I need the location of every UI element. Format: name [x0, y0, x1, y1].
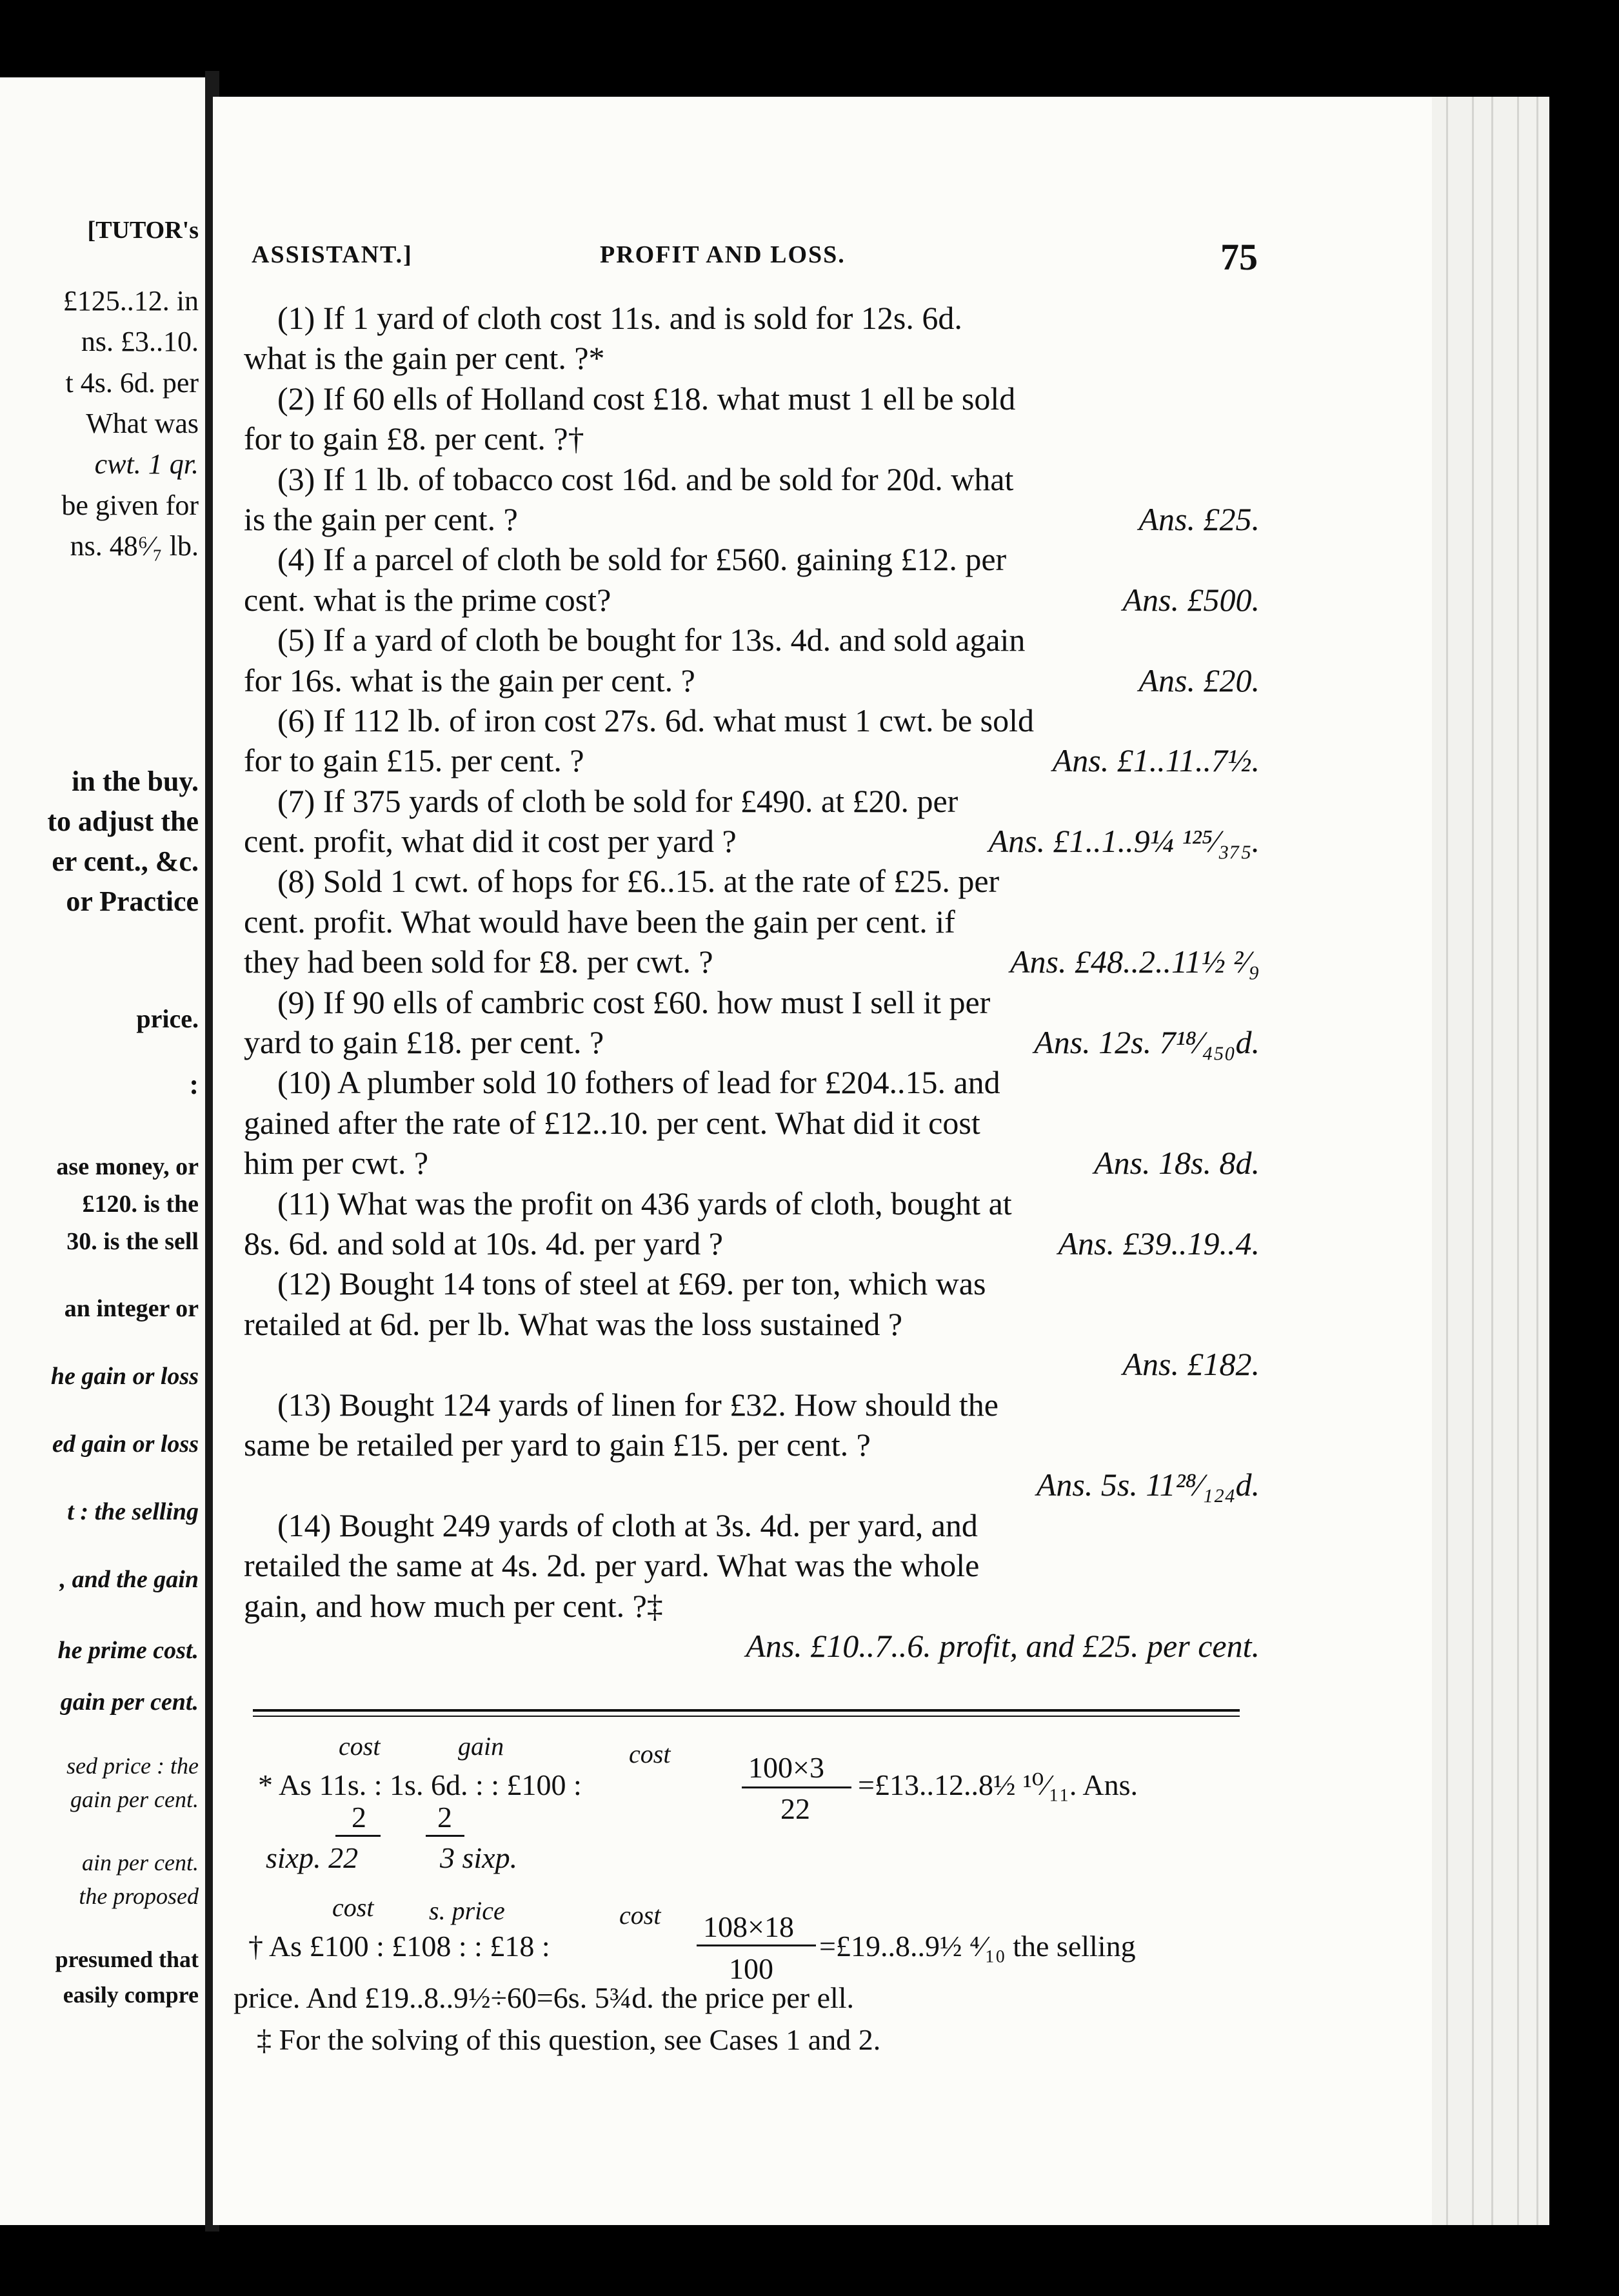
- text-line: [244, 982, 1260, 1022]
- fn1-fraction-bar: [742, 1786, 851, 1788]
- line-text: (12) Bought 14 tons of steel at £69. per ton, which was: [277, 1265, 986, 1302]
- line-text: is the gain per cent. ?: [244, 500, 518, 537]
- line-text: same be retailed per yard to gain £15. per cent. ?: [244, 1426, 871, 1463]
- line-text: what is the gain per cent. ?*: [244, 340, 605, 377]
- left-line: gain per cent.: [70, 1786, 199, 1812]
- answer: Ans. £48..2..11½ ²⁄₉: [1009, 944, 1260, 980]
- left-line: ed gain or loss: [52, 1430, 199, 1458]
- line-text: for 16s. what is the gain per cent. ?: [244, 662, 695, 698]
- left-line: ns. £3..10.: [81, 326, 199, 357]
- left-line: gain per cent.: [60, 1688, 199, 1716]
- text-line: [244, 660, 1260, 700]
- left-line: £120. is the: [82, 1191, 199, 1218]
- line-text: (1) If 1 yard of cloth cost 11s. and is sold for 12s. 6d.: [277, 300, 962, 336]
- left-line: to adjust the: [47, 806, 199, 837]
- fn1-label-cost: cost: [339, 1732, 381, 1761]
- fn1-sixp-a: sixp. 22: [266, 1841, 359, 1874]
- text-line: [244, 1626, 1260, 1666]
- left-line: :: [189, 1069, 199, 1100]
- fn1-two-a: 2: [352, 1801, 366, 1834]
- page-edges: [1419, 97, 1549, 2225]
- text-line: [244, 1505, 1260, 1545]
- fn1-result: =£13..12..8½ ¹⁰⁄₁₁. Ans.: [858, 1768, 1138, 1801]
- answer: Ans. £39..19..4.: [1058, 1225, 1260, 1262]
- left-page-fragment: [0, 77, 205, 2225]
- left-line: ase money, or: [56, 1153, 199, 1180]
- answer: Ans. £10..7..6. profit, and £25. per cent.: [746, 1627, 1260, 1664]
- answer: Ans. £1..1..9¼ ¹²⁵⁄₃₇₅.: [988, 823, 1260, 860]
- line-text: yard to gain £18. per cent. ?: [244, 1024, 604, 1061]
- text-line: [244, 1263, 1260, 1303]
- text-line: [244, 1344, 1260, 1384]
- line-text: cent. profit. What would have been the gain per cent. if: [244, 903, 955, 940]
- left-line: or Practice: [66, 886, 199, 917]
- line-text: (4) If a parcel of cloth be sold for £560. gaining £12. per: [277, 541, 1007, 578]
- line-text: retailed at 6d. per lb. What was the loss sustained ?: [244, 1305, 903, 1342]
- line-text: (2) If 60 ells of Holland cost £18. what must 1 ell be sold: [277, 380, 1016, 417]
- fn2-numerator: 108×18: [703, 1910, 794, 1943]
- left-line: he gain or loss: [50, 1363, 199, 1390]
- fn1-proportion: * As 11s. : 1s. 6d. : : £100 :: [258, 1768, 582, 1801]
- fn2-proportion: † As £100 : £108 : : £18 :: [248, 1930, 550, 1963]
- text-line: [244, 620, 1260, 660]
- header-title: PROFIT AND LOSS.: [600, 241, 846, 268]
- answer: Ans. £20.: [1138, 662, 1260, 698]
- text-line: [244, 1425, 1260, 1465]
- text-line: [244, 379, 1260, 419]
- line-text: him per cwt. ?: [244, 1145, 429, 1182]
- left-line: easily compre: [63, 1982, 199, 2008]
- left-line: er cent., &c.: [52, 846, 199, 877]
- fn2-label-price: s. price: [429, 1896, 505, 1925]
- left-line: the proposed: [79, 1883, 199, 1909]
- text-line: [244, 1545, 1260, 1585]
- left-line: he prime cost.: [57, 1637, 199, 1664]
- text-line: [244, 1062, 1260, 1102]
- fn1-two-b: 2: [437, 1801, 452, 1834]
- left-line: 30. is the sell: [66, 1228, 199, 1255]
- text-line: [244, 1223, 1260, 1263]
- line-text: for to gain £15. per cent. ?: [244, 742, 584, 779]
- left-line: £125..12. in: [63, 285, 199, 317]
- left-line: in the buy.: [72, 766, 199, 797]
- footnote-rule-thin: [253, 1716, 1240, 1717]
- fn1-bar-a: [335, 1835, 381, 1837]
- text-line: [244, 298, 1260, 338]
- line-text: retailed the same at 4s. 2d. per yard. What was the whole: [244, 1547, 980, 1584]
- text-line: [244, 1183, 1260, 1223]
- text-line: [244, 861, 1260, 901]
- line-text: (8) Sold 1 cwt. of hops for £6..15. at the rate of £25. per: [277, 863, 1000, 900]
- exercise-list: [244, 298, 1260, 1666]
- fn2-fraction-bar: [697, 1945, 816, 1946]
- fn2-label-cost2: cost: [619, 1901, 661, 1930]
- line-text: cent. what is the prime cost?: [244, 581, 611, 618]
- left-line: What was: [86, 408, 199, 439]
- fn1-denominator: 22: [780, 1792, 810, 1825]
- line-text: (9) If 90 ells of cambric cost £60. how must I sell it per: [277, 984, 991, 1020]
- left-line: presumed that: [55, 1946, 199, 1972]
- text-line: [244, 1143, 1260, 1183]
- text-line: [244, 338, 1260, 378]
- answer: Ans. £25.: [1138, 500, 1260, 537]
- line-text: (7) If 375 yards of cloth be sold for £490. at £20. per: [277, 782, 958, 819]
- text-line: [244, 942, 1260, 982]
- text-line: [244, 1304, 1260, 1344]
- left-line: an integer or: [64, 1295, 199, 1322]
- left-line: ain per cent.: [82, 1850, 199, 1875]
- text-line: [244, 821, 1260, 861]
- line-text: 8s. 6d. and sold at 10s. 4d. per yard ?: [244, 1225, 723, 1262]
- fn3-reference: ‡ For the solving of this question, see Cases 1 and 2.: [257, 2023, 881, 2056]
- running-header: [252, 235, 1258, 278]
- text-line: [244, 1385, 1260, 1425]
- left-line: cwt. 1 qr.: [94, 448, 199, 480]
- text-line: [244, 1022, 1260, 1062]
- text-line: [244, 902, 1260, 942]
- line-text: (11) What was the profit on 436 yards of cloth, bought at: [277, 1185, 1012, 1222]
- text-line: [244, 499, 1260, 539]
- text-line: [244, 580, 1260, 620]
- fn2-label-cost: cost: [332, 1893, 374, 1922]
- text-line: [244, 740, 1260, 780]
- footnote-rule: [253, 1709, 1240, 1712]
- left-line: t : the selling: [67, 1498, 199, 1525]
- fn1-bar-b: [426, 1835, 464, 1837]
- line-text: (6) If 112 lb. of iron cost 27s. 6d. what must 1 cwt. be sold: [277, 702, 1034, 738]
- fn1-label-cost2: cost: [629, 1739, 671, 1768]
- fn2-denominator: 100: [729, 1952, 773, 1985]
- answer: Ans. 5s. 11²⁸⁄₁₂₄d.: [1036, 1467, 1260, 1503]
- left-line: [TUTOR's: [87, 217, 199, 244]
- text-line: [244, 539, 1260, 579]
- fn2-line2: price. And £19..8..9½÷60=6s. 5¾d. the price per ell.: [233, 1981, 855, 2014]
- line-text: (10) A plumber sold 10 fothers of lead for £204..15. and: [277, 1064, 1000, 1101]
- text-line: [244, 700, 1260, 740]
- answer: Ans. £182.: [1122, 1346, 1260, 1383]
- text-line: [244, 1586, 1260, 1626]
- fn2-result: =£19..8..9½ ⁴⁄₁₀ the selling: [819, 1930, 1136, 1963]
- line-text: (5) If a yard of cloth be bought for 13s. 4d. and sold again: [277, 622, 1026, 658]
- left-line: , and the gain: [59, 1566, 199, 1593]
- answer: Ans. £500.: [1122, 581, 1260, 618]
- fn1-label-gain: gain: [458, 1732, 504, 1761]
- answer: Ans. £1..11..7½.: [1052, 742, 1260, 779]
- page-number: 75: [1220, 236, 1258, 278]
- line-text: cent. profit, what did it cost per yard ?: [244, 823, 737, 860]
- left-line: price.: [136, 1004, 199, 1033]
- fn1-sixp-b: 3 sixp.: [440, 1841, 518, 1874]
- left-line: ns. 48⁶⁄₇ lb.: [70, 530, 199, 562]
- answer: Ans. 12s. 7¹⁸⁄₄₅₀d.: [1034, 1024, 1260, 1061]
- header-left: ASSISTANT.]: [252, 241, 413, 268]
- text-line: [244, 419, 1260, 459]
- line-text: (3) If 1 lb. of tobacco cost 16d. and be sold for 20d. what: [277, 460, 1014, 497]
- left-line: sed price : the: [66, 1753, 199, 1779]
- left-line: t 4s. 6d. per: [65, 367, 199, 399]
- text-line: [244, 1465, 1260, 1505]
- line-text: (13) Bought 124 yards of linen for £32. How should the: [277, 1386, 998, 1423]
- text-line: [244, 781, 1260, 821]
- fn1-numerator: 100×3: [748, 1751, 824, 1784]
- line-text: gain, and how much per cent. ?‡: [244, 1587, 663, 1624]
- line-text: for to gain £8. per cent. ?†: [244, 421, 584, 457]
- text-line: [244, 459, 1260, 499]
- text-line: [244, 1103, 1260, 1143]
- line-text: gained after the rate of £12..10. per cent. What did it cost: [244, 1104, 980, 1141]
- left-line: be given for: [61, 490, 199, 521]
- line-text: (14) Bought 249 yards of cloth at 3s. 4d. per yard, and: [277, 1507, 978, 1543]
- line-text: they had been sold for £8. per cwt. ?: [244, 944, 713, 980]
- answer: Ans. 18s. 8d.: [1094, 1145, 1260, 1182]
